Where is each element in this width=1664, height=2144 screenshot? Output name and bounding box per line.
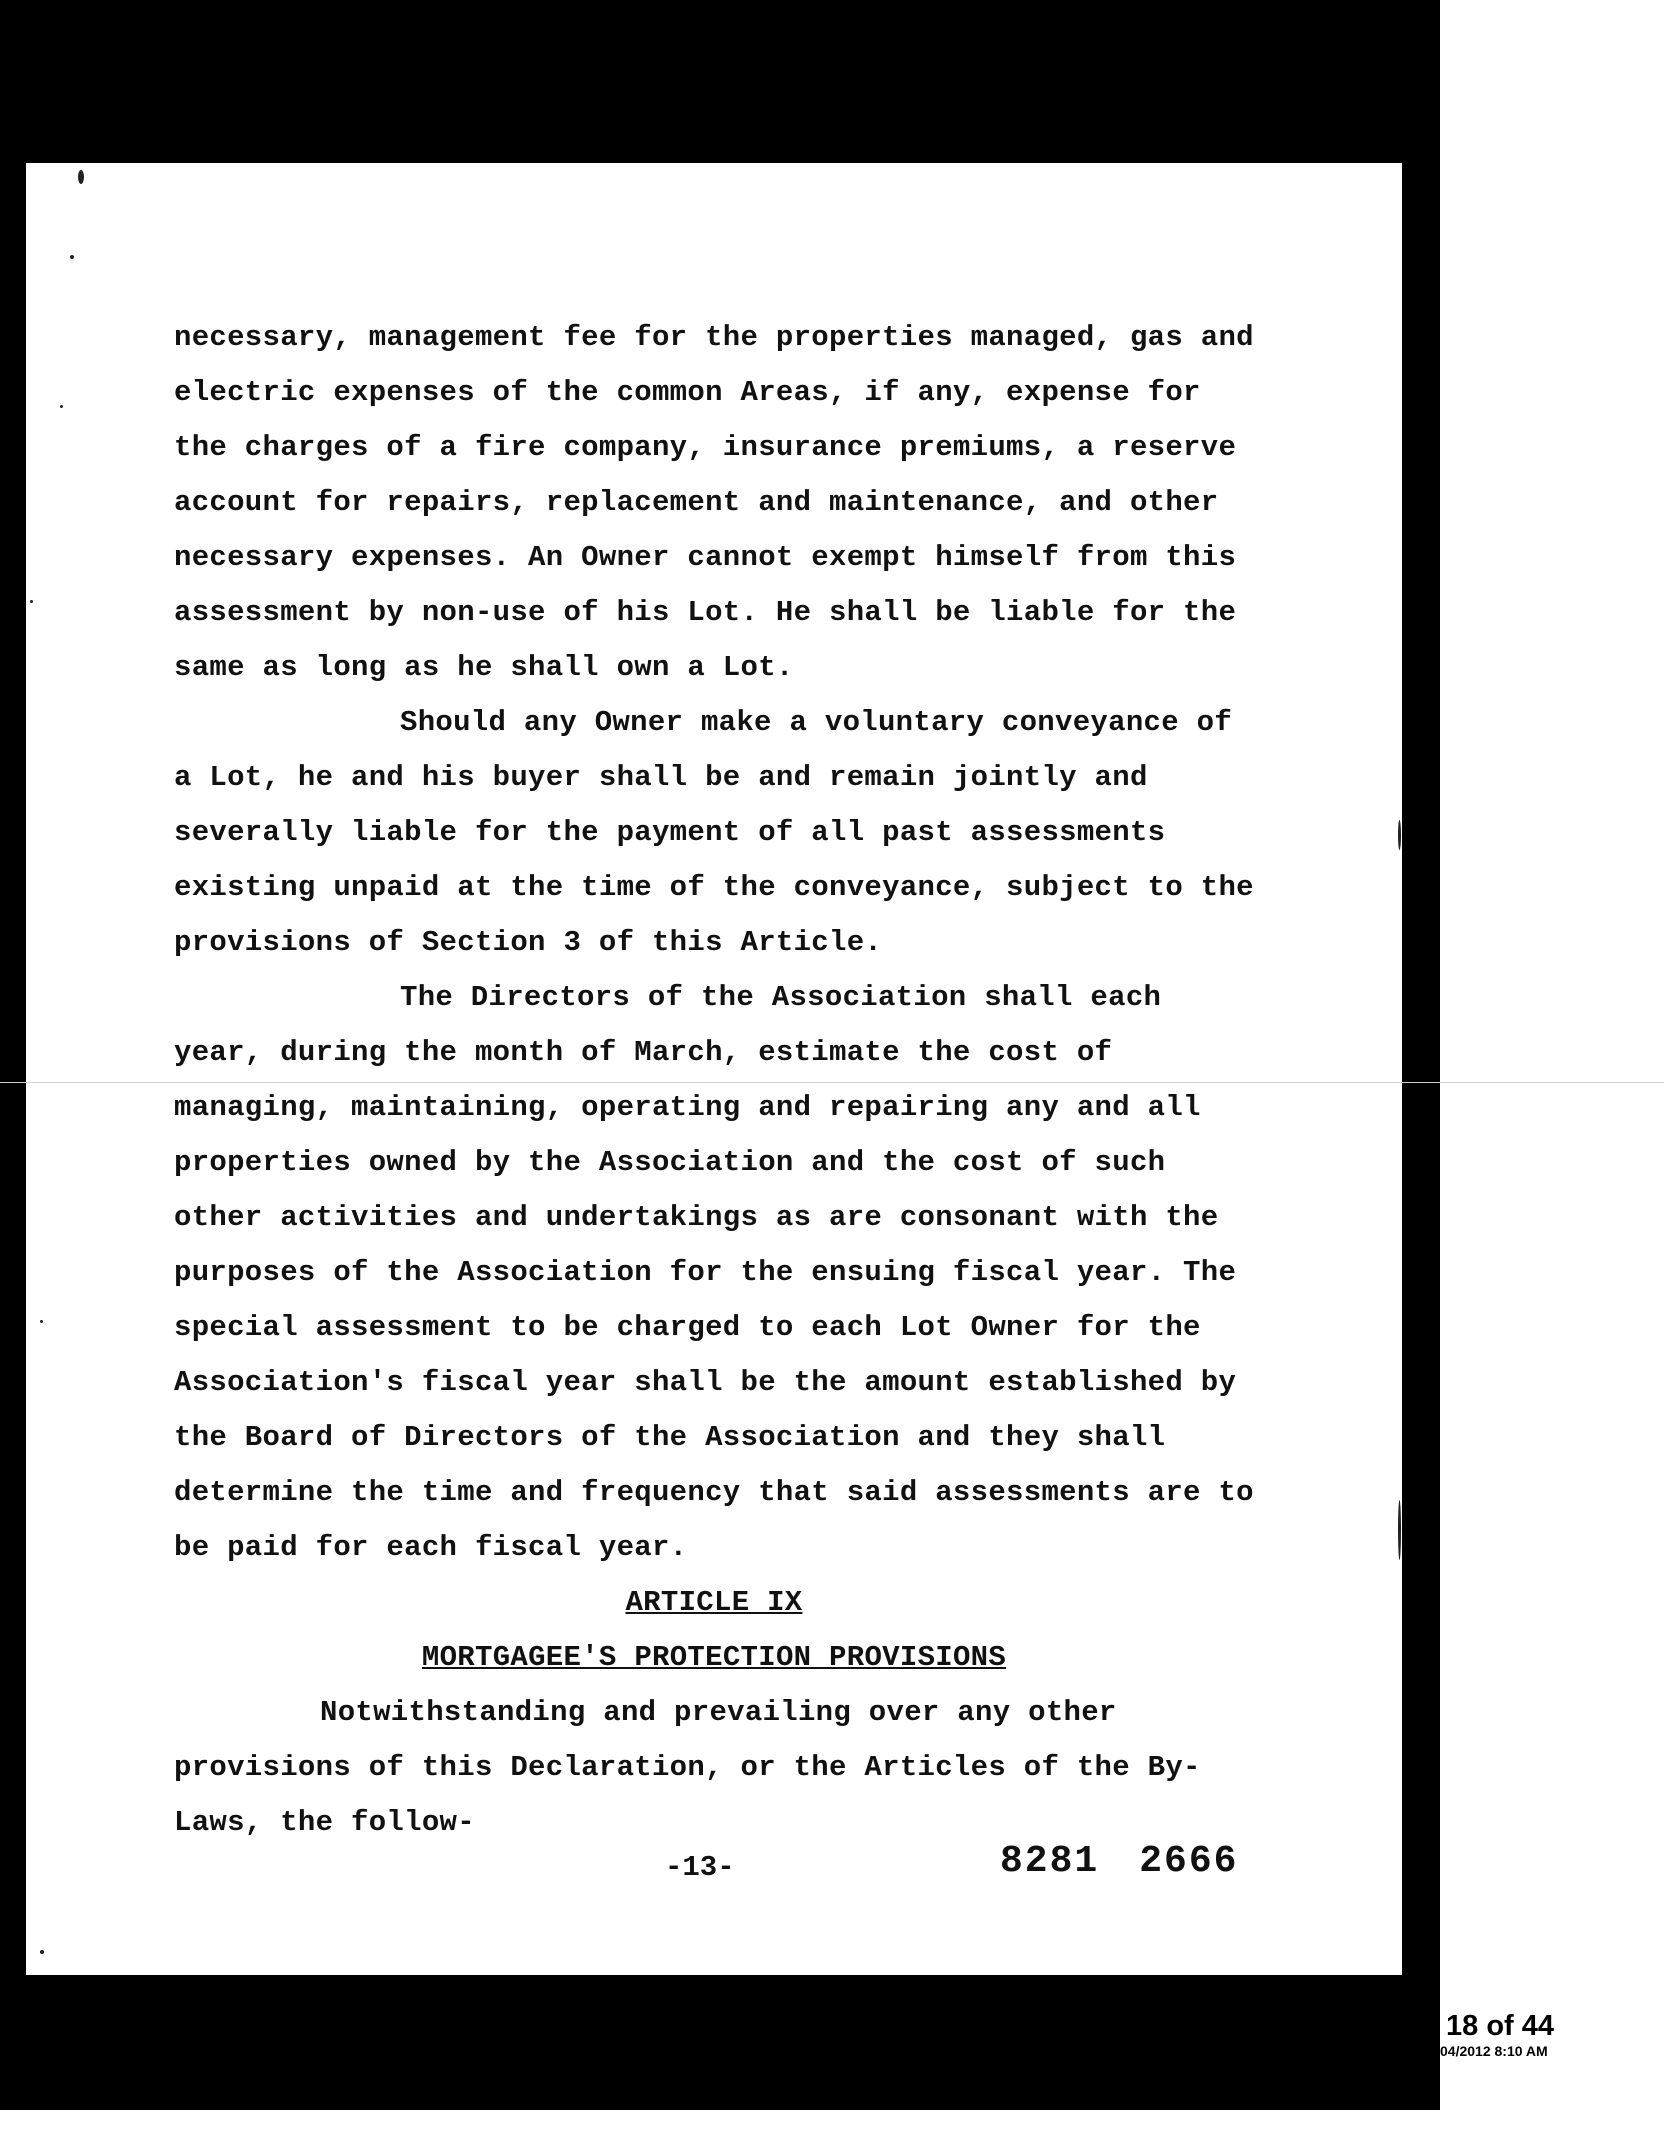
book-page-reference xyxy=(1000,1840,1278,1883)
scan-speck xyxy=(40,1320,43,1323)
scan-speck xyxy=(70,255,74,259)
paragraph-3: The Directors of the Association shall each year, during the month of March, estimate the cost of managing, maintaining, operating and repairing any and all properties owned by the Association and the cost of such other activities and undertakings as are consonant with the purposes of the Association for the ensuing fiscal year. The special assessment to be charged to each Lot Owner for the Association's fiscal year shall be the amount established by the Board of Directors of the Association and they shall determine the time and frequency that said assessments are to be paid for each fiscal year. xyxy=(174,981,1254,1564)
scan-speck xyxy=(60,405,63,408)
scan-speck xyxy=(78,170,84,184)
page-number: -13- xyxy=(665,1851,735,1884)
article-paragraph: Notwithstanding and prevailing over any other provisions of this Declaration, or the Articles of the By-Laws, the follow- xyxy=(174,1696,1201,1839)
paragraph-1: necessary, management fee for the properties managed, gas and electric expenses of the common Areas, if any, expense for the charges of a fire company, insurance premiums, a reserve account for repairs, replacement and maintenance, and other necessary expenses. An Owner cannot exempt himself from this assessment by non-use of his Lot. He shall be liable for the same as long as he shall own a Lot. xyxy=(174,321,1254,684)
paragraph-2: Should any Owner make a voluntary conveyance of a Lot, he and his buyer shall be and remain jointly and severally liable for the payment of all past assessments existing unpaid at the time of the conveyance, subject to the provisions of Section 3 of this Article. xyxy=(174,706,1254,959)
article-number: ARTICLE IX xyxy=(625,1586,803,1619)
scan-speck xyxy=(1398,820,1401,850)
scan-speck xyxy=(30,600,33,603)
book-number: 8281 xyxy=(1000,1840,1100,1883)
timestamp: 04/2012 8:10 AM xyxy=(1440,2043,1548,2059)
article-title: MORTGAGEE'S PROTECTION PROVISIONS xyxy=(421,1641,1007,1674)
scan-speck xyxy=(1398,1500,1401,1560)
document-body xyxy=(174,310,1254,1850)
page-reference: 2666 xyxy=(1139,1840,1239,1883)
page-count: 18 of 44 xyxy=(1446,2010,1554,2042)
viewer-pager xyxy=(1440,2010,1664,2059)
scan-speck xyxy=(40,1950,44,1954)
